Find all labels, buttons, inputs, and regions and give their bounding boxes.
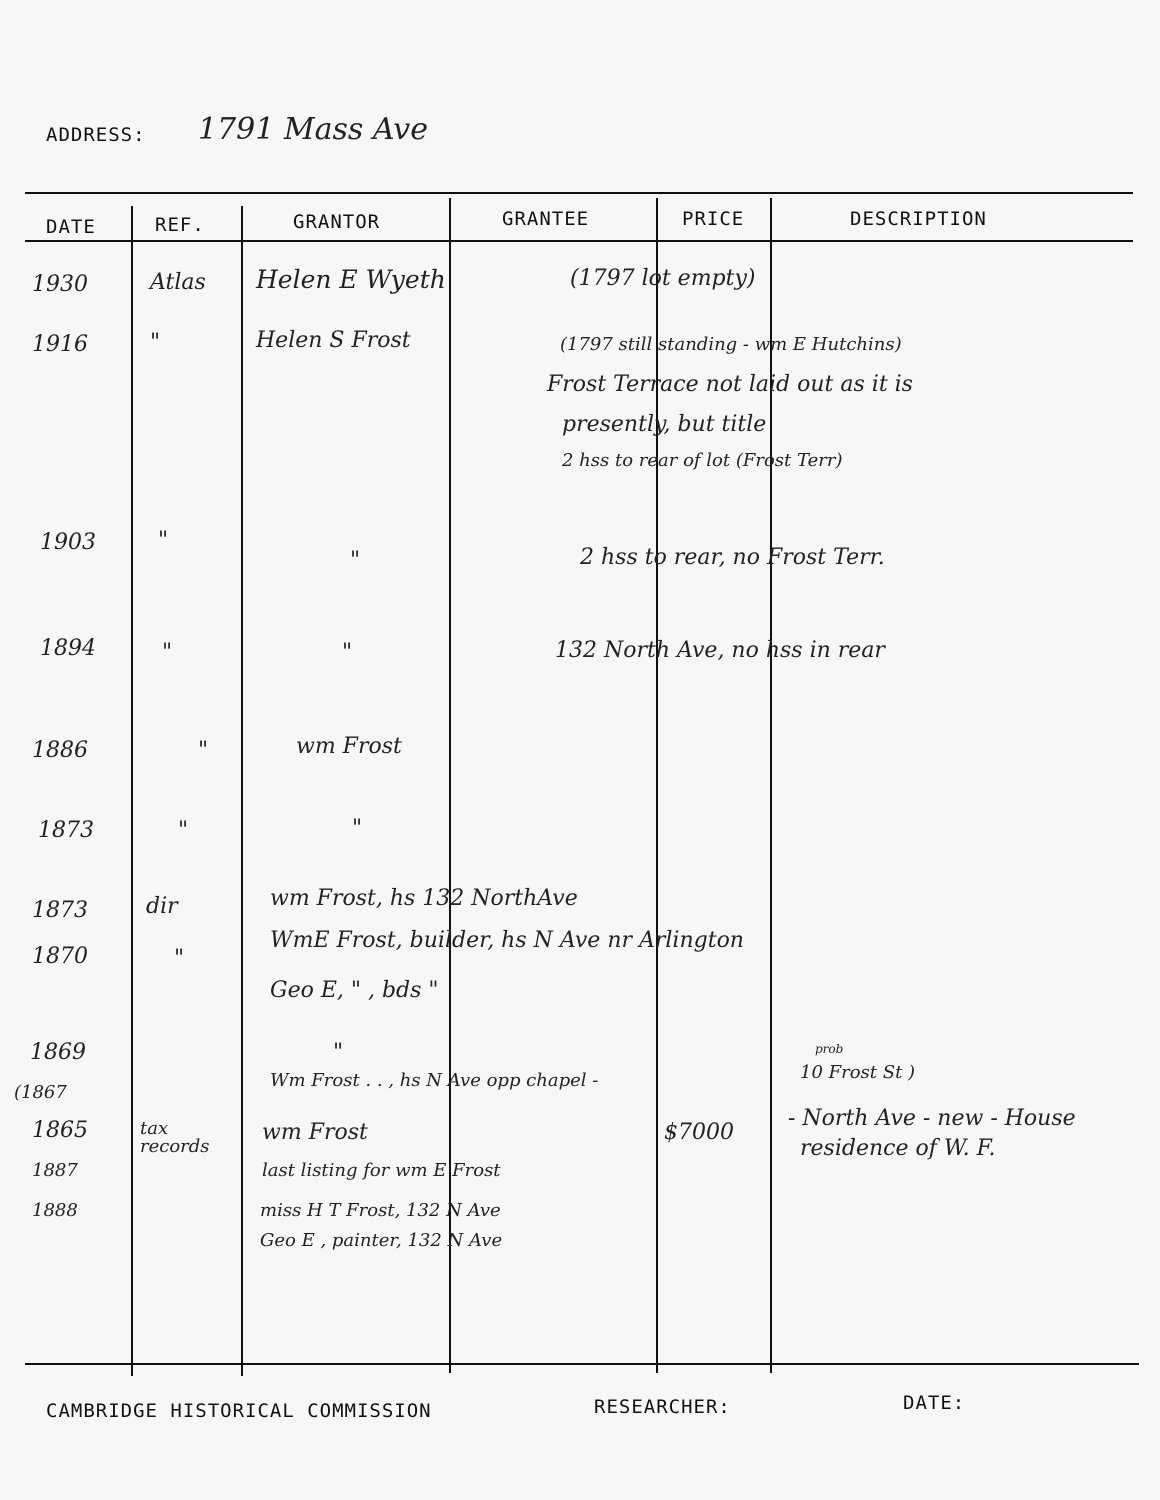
col-divider-date-ref — [131, 206, 133, 1376]
entry-note: prob — [815, 1042, 844, 1056]
col-divider-ref-grantor — [241, 206, 243, 1376]
entry-ref: Atlas — [150, 270, 206, 295]
entry-grantor: wm Frost — [262, 1120, 368, 1145]
entry-note: 2 hss to rear of lot (Frost Terr) — [562, 450, 843, 471]
entry-ref: " — [150, 330, 161, 355]
col-header-date: DATE — [46, 216, 96, 238]
entry-price: $7000 — [664, 1120, 734, 1145]
entry-date: 1873 — [38, 818, 94, 843]
table-bottom-rule — [25, 1363, 1139, 1365]
entry-note: residence of W. F. — [800, 1136, 996, 1161]
col-header-description: DESCRIPTION — [850, 208, 987, 230]
address-value: 1791 Mass Ave — [198, 112, 428, 147]
entry-ref: " — [162, 640, 173, 665]
entry-note: (1797 still standing - wm E Hutchins) — [560, 334, 902, 355]
entry-grantor: miss H T Frost, 132 N Ave — [260, 1200, 501, 1221]
entry-note: presently, but title — [562, 412, 767, 437]
entry-grantor: wm Frost, hs 132 NorthAve — [270, 886, 578, 911]
entry-date: 1916 — [32, 332, 88, 357]
entry-note: 2 hss to rear, no Frost Terr. — [580, 545, 885, 570]
entry-grantor: Geo E , painter, 132 N Ave — [260, 1230, 503, 1251]
entry-date: (1867 — [14, 1082, 67, 1103]
entry-grantor: WmE Frost, builder, hs N Ave nr Arlington — [270, 928, 744, 953]
entry-grantor: Helen E Wyeth — [256, 265, 446, 294]
entry-date: 1865 — [32, 1118, 88, 1143]
entry-date: 1870 — [32, 944, 88, 969]
entry-grantor: " — [333, 1040, 344, 1065]
entry-ref: " — [178, 818, 189, 843]
entry-date: 1930 — [32, 272, 88, 297]
entry-grantor: Wm Frost . . , hs N Ave opp chapel - — [270, 1070, 599, 1091]
col-header-grantee: GRANTEE — [502, 208, 590, 230]
footer-date-label: DATE: — [903, 1392, 966, 1414]
entry-ref: tax records — [140, 1118, 210, 1157]
entry-note: Frost Terrace not laid out as it is — [547, 372, 913, 397]
address-label: ADDRESS: — [46, 124, 146, 146]
entry-ref: " — [174, 946, 185, 971]
entry-ref: " — [198, 738, 209, 763]
entry-date: 1888 — [32, 1200, 78, 1221]
entry-grantor: Helen S Frost — [256, 328, 411, 353]
entry-date: 1887 — [32, 1160, 78, 1181]
entry-ref: " — [158, 528, 169, 553]
entry-grantor: " — [352, 816, 363, 841]
col-header-ref: REF. — [155, 214, 205, 236]
entry-grantor: wm Frost — [296, 734, 402, 759]
entry-note: 132 North Ave, no hss in rear — [555, 638, 885, 663]
entry-date: 1873 — [32, 898, 88, 923]
col-header-price: PRICE — [682, 208, 745, 230]
entry-date: 1903 — [40, 530, 96, 555]
entry-note: 10 Frost St ) — [800, 1062, 916, 1083]
entry-ref: dir — [146, 894, 178, 919]
footer-researcher-label: RESEARCHER: — [594, 1396, 731, 1418]
entry-grantor: " — [342, 640, 353, 665]
entry-grantor: Geo E, " , bds " — [270, 978, 439, 1003]
table-top-rule — [25, 192, 1133, 194]
entry-date: 1869 — [30, 1040, 86, 1065]
header-bottom-rule — [25, 240, 1133, 242]
footer-commission: CAMBRIDGE HISTORICAL COMMISSION — [46, 1400, 432, 1422]
col-divider-grantor-grantee — [449, 198, 451, 1373]
entry-grantor: last listing for wm E Frost — [262, 1160, 501, 1181]
col-header-grantor: GRANTOR — [293, 211, 381, 233]
entry-date: 1886 — [32, 738, 88, 763]
entry-grantor: " — [350, 548, 361, 573]
entry-date: 1894 — [40, 636, 96, 661]
entry-note: (1797 lot empty) — [570, 266, 756, 291]
entry-note: - North Ave - new - House — [788, 1106, 1076, 1131]
